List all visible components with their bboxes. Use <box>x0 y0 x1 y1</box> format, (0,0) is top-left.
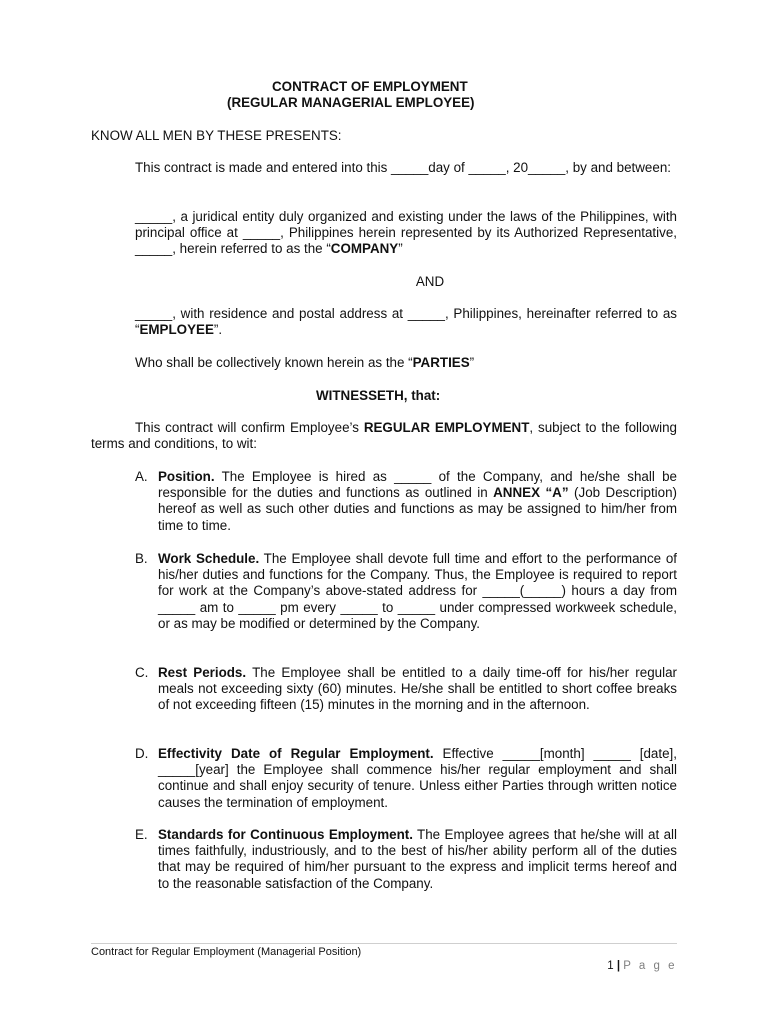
collective-paragraph <box>135 355 677 371</box>
witnesseth-heading: WITNESSETH, that: <box>316 388 441 403</box>
intro-paragraph: This contract is made and entered into this _____day of _____, 20_____, by and between: <box>135 160 671 175</box>
confirm-paragraph <box>91 420 677 452</box>
item-body: The Employee shall be entitled to a daily time-off for his/her regular meals not exceeding sixty (60) minutes. He/she shall be entitled to short coffee breaks of not exceeding fifteen (15) minutes in the morning and in the afternoon. <box>158 665 677 713</box>
annex-label: ANNEX “A” <box>493 485 569 501</box>
company-label: COMPANY <box>330 241 399 257</box>
item-heading: Position. <box>158 469 215 484</box>
footer-text: Contract for Regular Employment (Managerial Position) <box>91 946 362 958</box>
item-body: The Employee is hired as _____ of the Company, and he/she shall be responsible for the duties and functions as outlined in <box>158 469 677 501</box>
item-text <box>158 469 677 534</box>
page-number <box>607 959 677 973</box>
item-text <box>158 746 677 811</box>
item-body: The Employee agrees that he/she will at all times faithfully, industriously, and to the best of his/her ability perform all of the duties that may be required of him/her pursuant to the express and implicit terms hereof and to the reasonable satisfaction of the Company. <box>158 827 677 891</box>
item-letter: E. <box>135 827 148 842</box>
page-number-value: 1 <box>607 960 614 972</box>
item-body: Effective _____[month] _____ [date], _____[year] the Employee shall commence his/her regular employment and shall continue and shall enjoy security of tenure. Unless either Parties through written notice causes the termination of employment. <box>158 746 677 810</box>
employee-label: EMPLOYEE <box>139 322 214 338</box>
and-separator: AND <box>415 274 445 289</box>
employee-party-paragraph <box>135 306 677 338</box>
item-heading: Standards for Continuous Employment. <box>158 827 413 842</box>
employee-party-text: _____, with residence and postal address at _____, Philippines, hereinafter referred to as “ <box>135 306 677 338</box>
item-letter: A. <box>135 469 148 484</box>
item-letter: B. <box>135 551 148 566</box>
parties-label: PARTIES <box>412 355 470 370</box>
item-letter: D. <box>135 746 149 761</box>
confirm-text-before: This contract will confirm Employee’s <box>135 420 364 435</box>
item-body-after: (Job Description) hereof as well as such other duties and functions as may be assigned to him/her from time to time. <box>158 485 677 533</box>
company-quote-close: ” <box>398 241 403 257</box>
confirm-text-after: , subject to the following terms and conditions, to wit: <box>91 420 677 452</box>
item-text <box>158 665 677 714</box>
item-text <box>158 551 677 632</box>
page-separator: | <box>616 960 621 972</box>
preamble: KNOW ALL MEN BY THESE PRESENTS: <box>91 128 342 143</box>
page-label: P a g e <box>623 960 677 972</box>
company-party-paragraph <box>135 209 677 258</box>
item-heading: Effectivity Date of Regular Employment. <box>158 746 434 761</box>
employee-quote-close: ”. <box>213 322 223 338</box>
document-subtitle: (REGULAR MANAGERIAL EMPLOYEE) <box>227 95 475 110</box>
item-body: The Employee shall devote full time and effort to the performance of his/her duties and functions for the Company. Thus, the Employee is required to report for work at the Company’s above-stated address for _____(_____) hours a day from _____ am to _____ pm every _____ to _____ under compressed workweek schedule, or as may be modified or determined by the Company. <box>158 551 677 631</box>
collective-text: Who shall be collectively known herein as the “ <box>135 355 413 370</box>
item-letter: C. <box>135 665 149 680</box>
regular-employment-label: REGULAR EMPLOYMENT <box>363 420 530 435</box>
item-text <box>158 827 677 892</box>
item-heading: Rest Periods. <box>158 665 247 680</box>
document-title: CONTRACT OF EMPLOYMENT <box>272 79 468 94</box>
company-party-text: _____, a juridical entity duly organized and existing under the laws of the Philippines, with principal office at _____, Philippines herein represented by its Authorized Representative, _____, herein referred to as the “ <box>135 209 677 257</box>
parties-quote-close: ” <box>469 355 475 370</box>
item-heading: Work Schedule. <box>158 551 260 566</box>
footer-divider <box>91 943 677 944</box>
